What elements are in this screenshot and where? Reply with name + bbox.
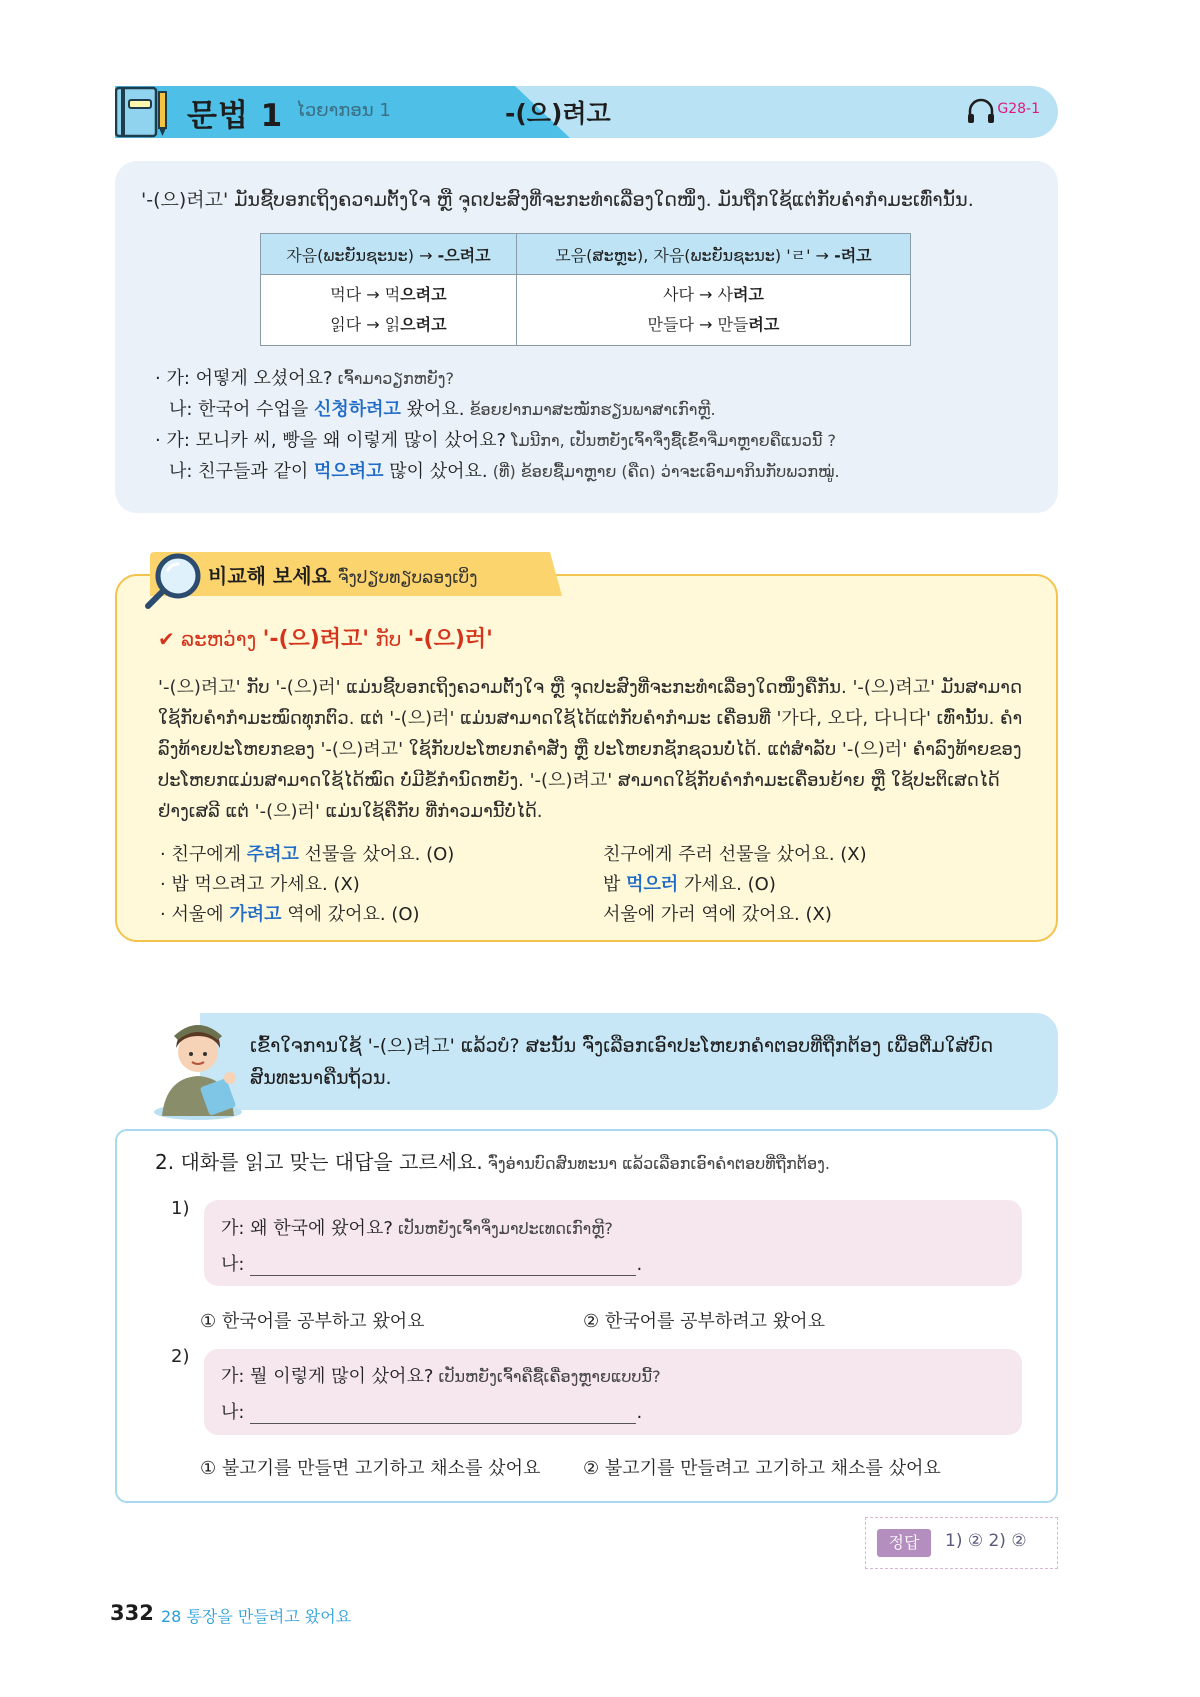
dialogue-line-ga: 가: 왜 한국에 왔어요? ເປັນຫຍັງເຈົ້າຈຶ່ງມາປະເທດເກົາຫຼີ? xyxy=(221,1218,613,1239)
option-1[interactable]: ① 불고기를 만들면 고기하고 채소를 샀어요 xyxy=(200,1458,541,1479)
option-2[interactable]: ② 한국어를 공부하려고 왔어요 xyxy=(583,1311,825,1332)
example-line: 나: 친구들과 같이 먹으려고 많이 샀어요. (ທີ່) ຂ້ອຍຊື້ມາຫຼາຍ (ຄືດ) ວ່າຈະເອົາມາກິນກັບພວກໝູ່. xyxy=(169,461,840,482)
instruction-text: ເຂົ້າໃຈການໃຊ້ '-(으)려고' ແລ້ວບໍ? ສະນັ້ນ ຈົ່ງເລືອກເອົາປະໂຫຍກຄຳຕອບທີ່ຖືກຕ້ອງ ເພື່ອຕື່ມໃສ່ບົດສົນທະນາຄືນຖ້ວນ. xyxy=(250,1035,994,1089)
option-2[interactable]: ② 불고기를 만들려고 고기하고 채소를 샀어요 xyxy=(583,1458,941,1479)
example-dialogues xyxy=(155,363,840,487)
exercise-title: 2. 대화를 읽고 맞는 대답을 고르세요. ຈົ່ງອ່ານບົດສົນທະນາ ແລ້ວເລືອກເອົາຄຳຕອບທີ່ຖືກຕ້ອງ. xyxy=(155,1150,830,1174)
compare-examples-right xyxy=(603,840,867,930)
answer-blank[interactable] xyxy=(250,1405,636,1424)
dialogue-line-ga: 가: 뭘 이렇게 많이 샀어요? ເປັນຫຍັງເຈົ້າຄືຊື້ເຄື່ອງຫຼາຍແບບນີ້? xyxy=(221,1366,661,1387)
grammar-pattern: -(으)려고 xyxy=(505,99,611,128)
dialogue-line-na: 나: . xyxy=(221,1402,643,1423)
soldier-character-icon xyxy=(148,1008,248,1120)
dialogue-line-na: 나: . xyxy=(221,1254,643,1275)
page-subtitle: ໄວຍາກອນ 1 xyxy=(296,100,391,121)
compare-example: · 밥 먹으려고 가세요. (X) xyxy=(160,874,360,895)
answer-values: 1) ② 2) ② xyxy=(945,1531,1027,1551)
explanation-box xyxy=(115,161,1058,513)
headphones-icon[interactable] xyxy=(966,97,996,125)
magnifier-icon xyxy=(144,550,204,610)
compare-example: · 친구에게 주려고 선물을 샀어요. (O) xyxy=(160,844,455,865)
table-header-vowel: 모음(ສະຫຼະ), 자음(ພະຍັນຊະນະ) 'ㄹ' → -려고 xyxy=(516,234,910,275)
book-pencil-icon xyxy=(115,86,169,138)
answer-label: 정답 xyxy=(877,1529,931,1557)
check-icon: ✔ xyxy=(158,627,175,651)
compare-example: 밥 먹으러 가세요. (O) xyxy=(603,874,776,895)
compare-example: 서울에 가러 역에 갔어요. (X) xyxy=(603,904,832,925)
compare-example: · 서울에 가려고 역에 갔어요. (O) xyxy=(160,904,420,925)
example-line: · 가: 어떻게 오셨어요? ເຈົ້າມາວຽກຫຍັງ? xyxy=(155,368,454,389)
compare-paragraph: '-(으)려고' ກັບ '-(으)러' ແມ່ນຊີ້ບອກເຖິງຄວາມຕັ້ງໃຈ ຫຼື ຈຸດປະສົງທີ່ຈະກະທຳເລື່ອງໃດໜຶ່ງຄືກັນ. '-(으)려고' ມັນສາມາດໃຊ້ກັບຄຳກຳມະໝົດທຸກຕົວ. ແຕ່ '-(으)러' ແມ່ນສາມາດໃຊ້ໄດ້ແຕ່ກັບຄຳກຳມະ ເຄື່ອນທີ່ '가다, 오다, 다니다' ເທົ່ານັ້ນ. ຄຳລົງທ້າຍປະໂຫຍກຂອງ '-(으)려고' ໃຊ້ກັບປະໂຫຍກຄຳສັ່ງ ຫຼື ປະໂຫຍກຊັກຊວນບໍ່ໄດ້. ແຕ່ສຳລັບ '-(으)러' ຄຳລົງທ້າຍຂອງປະໂຫຍກແມ່ນສາມາດໃຊ້ໄດ້ໝົດ ບໍ່ມີຂໍ້ກຳນົດຫຍັງ. '-(으)려고' ສາມາດໃຊ້ກັບຄຳກຳມະເຄື່ອນຍ້າຍ ຫຼື ໃຊ້ປະຕິເສດໄດ້ຢ່າງເສລີ ແຕ່ '-(으)러' ແມ່ນໃຊ້ຄືກັບ ທີ່ກ່າວມານີ້ບໍ່ໄດ້. xyxy=(158,677,1023,822)
example-line: · 가: 모니카 씨, 빵을 왜 이렇게 많이 샀어요? ໂມນີກາ, ເປັນຫຍັງເຈົ້າຈຶ່ງຊື້ເຂົ້າຈີ່ມາຫຼາຍຄືແນວນີ້ ? xyxy=(155,430,836,451)
compare-examples-left xyxy=(160,840,454,930)
compare-title: 비교해 보세요 ຈົ່ງປຽບທຽບລອງເບິ່ງ xyxy=(208,564,478,588)
answer-blank[interactable] xyxy=(250,1257,636,1276)
section-header xyxy=(115,86,1058,138)
question-number: 2) xyxy=(171,1346,190,1367)
explanation-intro: '-(으)려고' ມັນຊີ້ບອກເຖິງຄວາມຕັ້ງໃຈ ຫຼື ຈຸດປະສົງທີ່ຈະກະທຳເລື່ອງໃດໜຶ່ງ. ມັນຖືກໃຊ້ແຕ່ກັບຄຳກຳມະເທົ່ານັ້ນ. xyxy=(141,189,974,211)
compare-example: 친구에게 주러 선물을 샀어요. (X) xyxy=(603,844,867,865)
conjugation-table xyxy=(260,233,911,346)
page-number: 332 xyxy=(110,1601,154,1625)
table-cell-consonant-examples: 먹다 → 먹으려고 읽다 → 읽으려고 xyxy=(261,275,517,346)
example-line: 나: 한국어 수업을 신청하려고 왔어요. ຂ້ອຍຢາກມາສະໝັກຮຽນພາສາເກົາຫຼີ. xyxy=(169,399,716,420)
table-header-consonant: 자음(ພະຍັນຊະນະ) → -으려고 xyxy=(261,234,517,275)
chapter-title: 28 통장을 만들려고 왔어요 xyxy=(161,1607,352,1626)
audio-track-label[interactable]: G28-1 xyxy=(997,101,1040,117)
question-number: 1) xyxy=(171,1198,190,1219)
compare-heading: ✔ ລະຫວ່າງ '-(으)려고' ກັບ '-(으)러' xyxy=(158,627,493,652)
page-title: 문법 1 xyxy=(187,98,284,134)
option-1[interactable]: ① 한국어를 공부하고 왔어요 xyxy=(200,1311,425,1332)
table-cell-vowel-examples: 사다 → 사려고 만들다 → 만들려고 xyxy=(516,275,910,346)
